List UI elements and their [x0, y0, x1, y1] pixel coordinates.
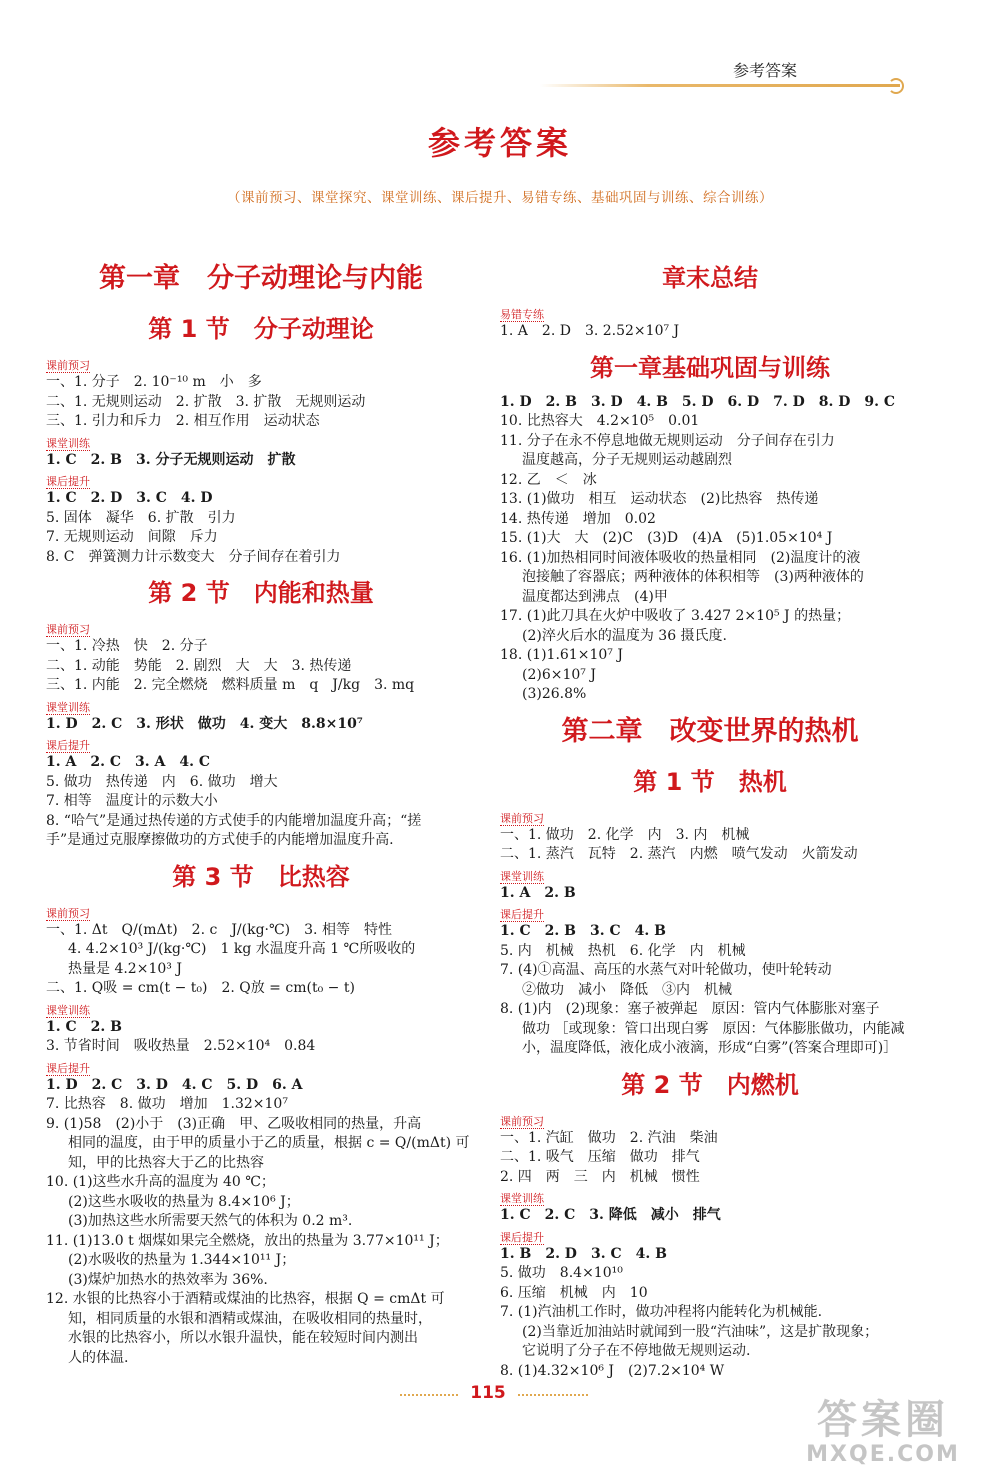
answer-line: 2. 四 两 三 内 机械 惯性	[500, 1168, 700, 1185]
category-label-row	[46, 618, 476, 637]
answer-line: 一、1. 汽缸 做功 2. 汽油 柴油	[500, 1129, 718, 1146]
page-number: 115	[470, 1383, 506, 1403]
page-title: 参考答案	[427, 124, 572, 162]
chapter-heading: 第一章 分子动理论与内能	[99, 263, 423, 294]
answer-line: 7. (4)①高温、高压的水蒸气对叶轮做功，使叶轮转动	[500, 962, 832, 978]
answer-line: 9. (1)58 (2)小于 (3)正确 甲、乙吸收相同的热量，升高	[46, 1115, 422, 1132]
answer-line: (2)这些水吸收的热量为 8.4×10⁶ J；	[68, 1193, 300, 1210]
answer-line: 人的体温.	[68, 1349, 129, 1366]
category-label: 课堂训练	[46, 700, 90, 714]
section-heading: 第 3 节 比热容	[172, 862, 350, 891]
category-label: 课后提升	[500, 1230, 544, 1244]
answer-line: 1. B 2. D 3. C 4. B	[500, 1245, 667, 1262]
category-label: 课堂训练	[46, 436, 90, 450]
category-label-row	[500, 903, 920, 922]
answer-line: 12. 水银的比热容小于酒精或煤油的比热容，根据 Q = cmΔt 可	[46, 1291, 445, 1307]
answer-line: 7. 比热容 8. 做功 增加 1.32×10⁷	[46, 1096, 288, 1112]
category-label: 课堂训练	[500, 1192, 544, 1205]
answer-line: (3)26.8%	[522, 686, 587, 702]
answer-line: 二、1. 吸气 压缩 做功 排气	[500, 1149, 700, 1165]
watermark-line1: 答案圈	[817, 1397, 949, 1443]
header-ornament-icon	[888, 78, 904, 94]
answer-line: 三、1. 内能 2. 完全燃烧 燃料质量 m q J/kg 3. mq	[46, 677, 415, 693]
category-label: 课前预习	[500, 1114, 544, 1128]
answer-line: 8. (1)内 (2)现象：塞子被弹起 原因：管内气体膨胀对塞子	[500, 1001, 880, 1017]
section-heading: 第 1 节 热机	[633, 767, 787, 796]
answer-line: 1. C 2. B 3. 分子无规则运动 扩散	[46, 451, 296, 468]
answer-line: 12. 乙 ＜ 冰	[500, 471, 597, 488]
answer-line: 手”是通过克服摩擦做功的方式使手的内能增加温度升高.	[46, 832, 394, 848]
answer-line: 10. (1)这些水升高的温度为 40 ℃；	[46, 1174, 275, 1190]
answer-line: 13. (1)做功 相互 运动状态 (2)比热容 热传递	[500, 491, 819, 507]
answer-line: 14. 热传递 增加 0.02	[500, 510, 656, 527]
answer-line: (3)煤炉加热水的热效率为 36%.	[68, 1271, 268, 1288]
right-column	[500, 252, 920, 1381]
answer-line: 二、1. Q吸 = cm(t − t₀) 2. Q放 = cm(t₀ − t)	[46, 980, 355, 996]
category-label-row	[46, 354, 476, 373]
category-label-row	[500, 865, 920, 884]
answer-line: 知，甲的比热容大于乙的比热容	[68, 1154, 264, 1171]
answer-line: 一、1. Δt Q/(mΔt) 2. c J/(kg·℃) 3. 相等 特性	[46, 921, 392, 938]
answer-line: 1. C 2. B	[46, 1018, 122, 1035]
answer-line: 知，相同质量的水银和酒精或煤油，在吸收相同的热量时，	[68, 1310, 432, 1327]
answer-line: 一、1. 分子 2. 10⁻¹⁰ m 小 多	[46, 374, 262, 390]
answer-line: 8. “哈气”是通过热传递的方式使手的内能增加温度升高；“搓	[46, 812, 422, 829]
answer-line: (3)加热这些水所需要天然气的体积为 0.2 m³.	[68, 1213, 353, 1229]
left-column	[46, 252, 476, 1368]
answer-line: 5. 内 机械 热机 6. 化学 内 机械	[500, 942, 746, 959]
category-label: 课后提升	[46, 1061, 90, 1075]
answer-line: 三、1. 引力和斥力 2. 相互作用 运动状态	[46, 413, 320, 429]
category-label-row	[500, 1110, 920, 1129]
category-label: 课后提升	[500, 908, 544, 921]
category-label: 课前预习	[46, 359, 90, 372]
answer-line: 5. 固体 凝华 6. 扩散 引力	[46, 509, 236, 526]
answer-line: ②做功 减小 降低 ③内 机械	[522, 981, 732, 998]
answer-line: 温度都达到沸点 (4)甲	[522, 588, 668, 605]
header-rule	[540, 84, 900, 87]
answer-line: 1. C 2. D 3. C 4. D	[46, 490, 213, 506]
answer-line: 二、1. 无规则运动 2. 扩散 3. 扩散 无规则运动	[46, 393, 366, 410]
answer-line: 相同的温度，由于甲的质量小于乙的质量，根据 c = Q/(mΔt) 可	[68, 1135, 470, 1151]
header-tag: 参考答案	[733, 61, 798, 80]
answer-line: (2)当靠近加油站时就闻到一股“汽油味”，这是扩散现象；	[522, 1323, 879, 1340]
answer-line: 1. D 2. C 3. D 4. C 5. D 6. A	[46, 1076, 303, 1093]
category-label-row	[46, 734, 476, 753]
answer-line: 小，温度降低，液化成小液滴，形成“白雾”(答案合理即可)］	[522, 1040, 898, 1056]
answer-line: 6. 压缩 机械 内 10	[500, 1284, 648, 1301]
category-label: 课前预习	[46, 623, 90, 636]
category-label-row	[46, 1057, 476, 1076]
category-label: 课前预习	[500, 811, 544, 825]
category-label-row	[46, 432, 476, 451]
category-label: 课堂训练	[500, 869, 544, 883]
answer-line: 温度越高，分子无规则运动越剧烈	[522, 452, 732, 468]
answer-line: 一、1. 做功 2. 化学 内 3. 内 机械	[500, 826, 750, 843]
section-heading: 第 2 节 内能和热量	[148, 579, 374, 607]
watermark-logo	[778, 1398, 988, 1476]
category-label-row	[46, 470, 476, 489]
answer-line: 1. A 2. B	[500, 884, 576, 901]
chapter-heading: 第二章 改变世界的热机	[561, 715, 859, 747]
answer-line: 8. (1)4.32×10⁶ J (2)7.2×10⁴ W	[500, 1362, 725, 1379]
watermark-line2: MXQE.COM	[806, 1442, 960, 1467]
answer-line: 17. (1)此刀具在火炉中吸收了 3.427 2×10⁵ J 的热量；	[500, 608, 851, 624]
answer-line: 18. (1)1.61×10⁷ J	[500, 647, 623, 663]
answer-line: 做功 ［或现象：管口出现白雾 原因：气体膨胀做功，内能减	[522, 1020, 905, 1037]
answer-line: 3. 节省时间 吸收热量 2.52×10⁴ 0.84	[46, 1038, 316, 1054]
answer-line: (2)淬火后水的温度为 36 摄氏度.	[522, 627, 727, 644]
category-label: 课堂训练	[46, 1003, 90, 1017]
section-heading: 章末总结	[662, 264, 758, 292]
answer-line: 16. (1)加热相同时间液体吸收的热量相同 (2)温度计的液	[500, 549, 861, 566]
answer-line: (2)6×10⁷ J	[522, 666, 596, 683]
category-label-row	[46, 696, 476, 715]
answer-line: 15. (1)大 大 (2)C (3)D (4)A (5)1.05×10⁴ J	[500, 530, 833, 546]
category-label-row	[500, 1226, 920, 1245]
footer-rule-left	[400, 1394, 458, 1396]
section-heading: 第 2 节 内燃机	[621, 1070, 799, 1099]
category-label-row	[46, 902, 476, 921]
answer-line: 1. C 2. C 3. 降低 减小 排气	[500, 1207, 721, 1223]
answer-line: (2)水吸收的热量为 1.344×10¹¹ J；	[68, 1252, 296, 1268]
answer-line: 11. (1)13.0 t 烟煤如果完全燃烧，放出的热量为 3.77×10¹¹ J；	[46, 1232, 449, 1249]
answer-line: 1. D 2. C 3. 形状 做功 4. 变大 8.8×10⁷	[46, 715, 363, 732]
answer-line: 7. 相等 温度计的示数大小	[46, 793, 218, 809]
category-label: 课前预习	[46, 906, 90, 920]
category-label: 易错专练	[500, 308, 544, 321]
answer-line: 1. D 2. B 3. D 4. B 5. D 6. D 7. D 8. D 9. C	[500, 393, 896, 410]
category-label-row	[46, 999, 476, 1018]
footer-rule-right	[518, 1394, 588, 1396]
answer-line: 8. C 弹簧测力计示数变大 分子间存在着引力	[46, 548, 341, 565]
section-heading: 第 1 节 分子动理论	[148, 315, 374, 343]
answer-line: 它说明了分子在不停地做无规则运动.	[522, 1343, 751, 1359]
category-label-row	[500, 1187, 920, 1206]
category-label-row	[500, 303, 920, 322]
answer-line: 1. A 2. C 3. A 4. C	[46, 754, 210, 770]
answer-line: 1. A 2. D 3. 2.52×10⁷ J	[500, 323, 680, 339]
answer-line: 二、1. 动能 势能 2. 剧烈 大 大 3. 热传递	[46, 657, 352, 674]
answer-line: 7. 无规则运动 间隙 斥力	[46, 529, 218, 545]
answer-line: 10. 比热容大 4.2×10⁵ 0.01	[500, 413, 700, 429]
answer-line: 1. C 2. B 3. C 4. B	[500, 923, 666, 939]
answer-line: 泡接触了容器底；两种液体的体积相等 (3)两种液体的	[522, 569, 864, 585]
answer-line: 一、1. 冷热 快 2. 分子	[46, 638, 208, 654]
category-label-row	[500, 807, 920, 826]
answer-line: 7. (1)汽油机工作时，做功冲程将内能转化为机械能.	[500, 1304, 823, 1320]
answer-line: 二、1. 蒸汽 瓦特 2. 蒸汽 内燃 喷气发动 火箭发动	[500, 846, 858, 862]
answer-line: 水银的比热容小，所以水银升温快，能在较短时间内测出	[68, 1330, 418, 1346]
answer-line: 热量是 4.2×10³ J	[68, 960, 182, 977]
category-label: 课后提升	[46, 475, 90, 488]
page-subtitle: （课前预习、课堂探究、课堂训练、课后提升、易错专练、基础巩固与训练、综合训练）	[227, 190, 773, 206]
answer-line: 5. 做功 8.4×10¹⁰	[500, 1265, 623, 1281]
category-label: 课后提升	[46, 739, 90, 752]
answer-line: 4. 4.2×10³ J/(kg·℃) 1 kg 水温度升高 1 ℃所吸收的	[68, 941, 416, 957]
answer-line: 5. 做功 热传递 内 6. 做功 增大	[46, 773, 278, 790]
answer-line: 11. 分子在永不停息地做无规则运动 分子间存在引力	[500, 432, 835, 449]
section-heading: 第一章基础巩固与训练	[590, 353, 830, 382]
